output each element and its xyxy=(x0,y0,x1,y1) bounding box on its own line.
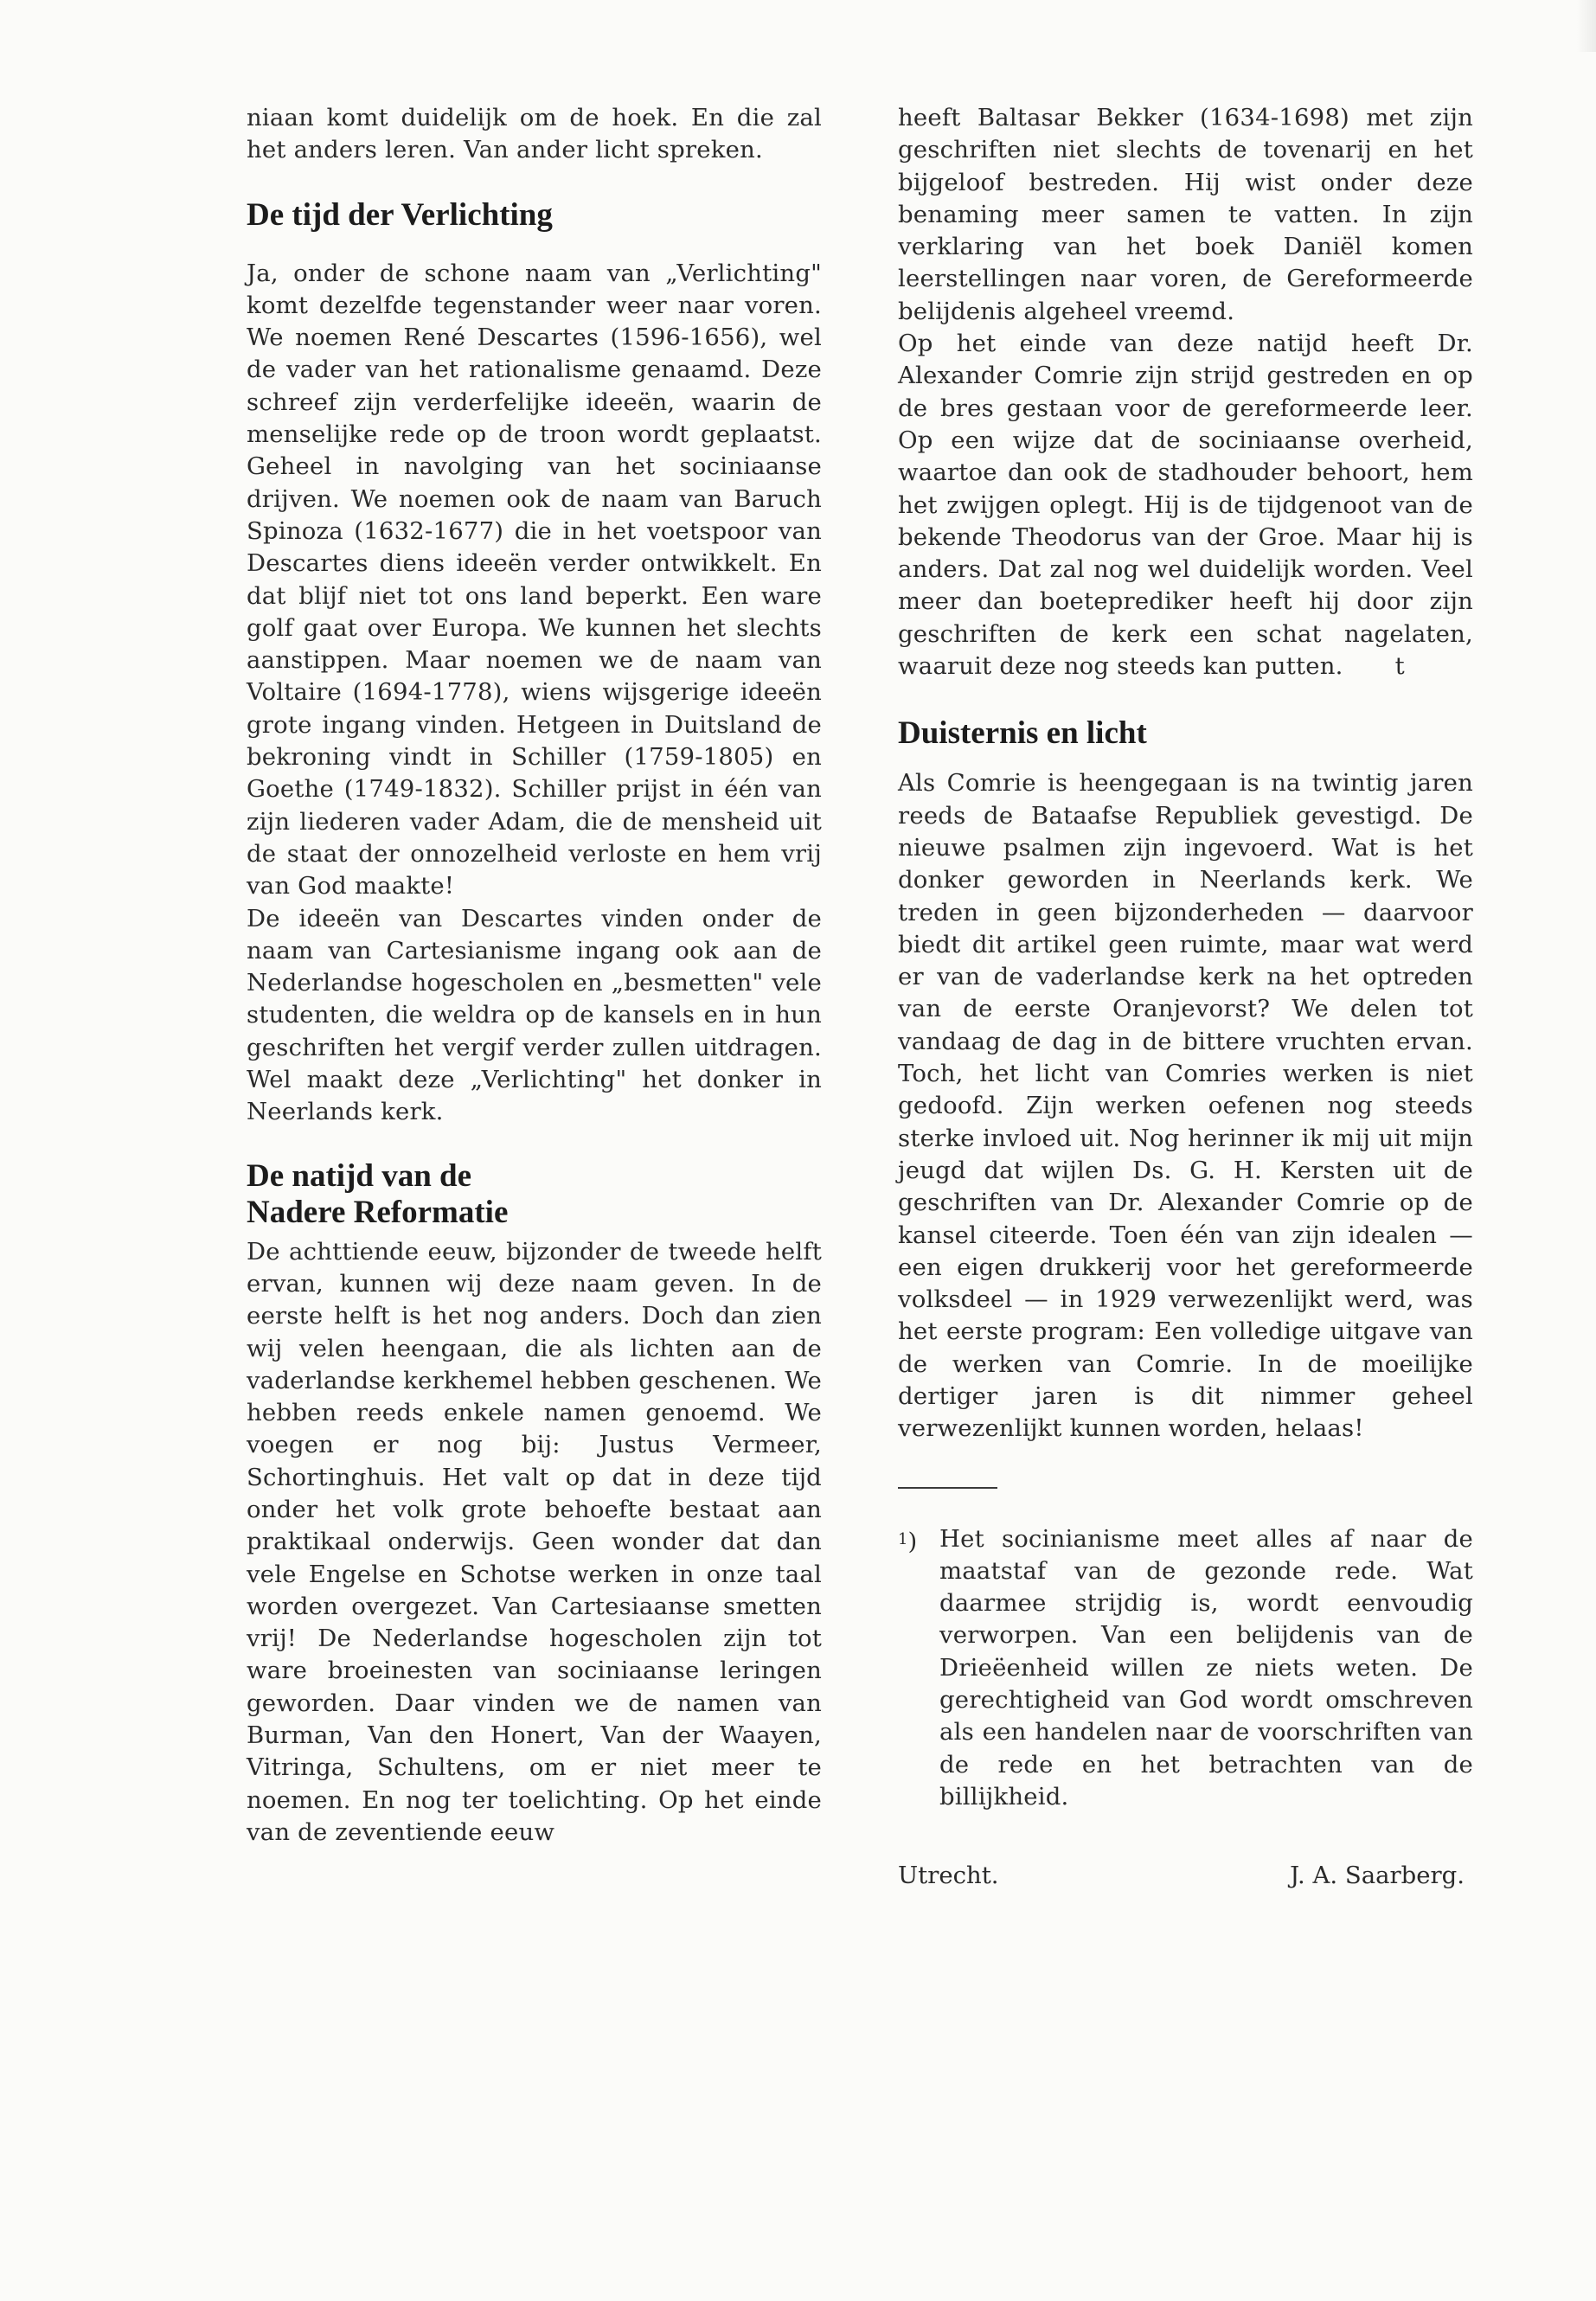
heading-natijd-line-1: De natijd van de xyxy=(247,1157,472,1194)
heading-verlichting: De tijd der Verlichting xyxy=(247,196,553,233)
continuation-paragraph-2-text: Op het einde van deze natijd heeft Dr. Alexander Comrie zijn strijd gestreden en op de bres gestaan voor de gereformeerde leer. Op een wijze dat de sociniaanse overheid, waartoe dan ook de stadhouder behoort, hem het zwijgen oplegt. Hij is de tijdgenoot van de bekende Theodorus van der Groe. Maar hij is anders. Dat zal nog wel duidelijk worden. Veel meer dan boeteprediker heeft hij door zijn geschriften de kerk een schat nagelaten, waaruit deze nog steeds kan putten. xyxy=(898,330,1473,681)
signoff-author: J. A. Saarberg. xyxy=(1290,1862,1465,1890)
footnote-text: Het socinianisme meet alles af naar de maatstaf van de gezonde rede. Wat daarmee strijdig is, wordt eenvoudig verworpen. Van een belijdenis van de Drieëenheid willen ze niets weten. De gerechtigheid van God wordt omschreven als een handelen naar de voorschriften van de rede en het betrachten van de billijkheid. xyxy=(939,1524,1473,1811)
heading-natijd xyxy=(247,1158,822,1231)
continuation-paragraph-1: heeft Baltasar Bekker (1634-1698) met zijn geschriften niet slechts de tovenarij en het bijgeloof bestreden. Hij wist onder deze benaming meer samen te vatten. In zijn verklaring van het boek Daniël komen leerstellingen naar voren, de Gereformeerde belijdenis algeheel vreemd. xyxy=(898,104,1473,325)
footnote xyxy=(898,1523,1473,1814)
verlichting-paragraph-2: De ideeën van Descartes vinden onder de naam van Cartesianisme ingang ook aan de Nederlandse hogescholen en „besmetten" vele studenten, die weldra op de kansels en in hun geschriften het vergif verder zullen uitdragen. Wel maakt deze „Verlichting" het donker in Neerlands kerk. xyxy=(247,904,822,1126)
left-column xyxy=(247,102,822,1849)
continuation-paragraph-2 xyxy=(898,328,1473,683)
signoff xyxy=(898,1860,1473,1892)
scan-edge-shadow xyxy=(1577,0,1596,52)
duisternis-paragraph: Als Comrie is heengegaan is na twintig jaren reeds de Bataafse Republiek gevestigd. De nieuwe psalmen zijn ingevoerd. Wat is het donker geworden in Neerlands kerk. We treden in geen bijzonderheden — daarvoor biedt dit artikel geen ruimte, maar wat werd er van de vaderlandse kerk na het optreden van de eerste Oranjevorst? We delen tot vandaag de dag in de bittere vruchten ervan. Toch, het licht van Comries werken is niet gedoofd. Zijn werken oefenen nog steeds sterke invloed uit. Nog herinner ik mij uit mijn jeugd dat wijlen Ds. G. H. Kersten uit de geschriften van Dr. Alexander Comrie op de kansel citeerde. Toen één van zijn idealen — een eigen drukkerij voor het gereformeerde volksdeel — in 1929 verwezenlijkt werd, was het eerste program: Een volledige uitgave van de werken van Comrie. In de moeilijke dertiger jaren is dit nimmer geheel verwezenlijkt kunnen worden, helaas! xyxy=(898,769,1473,1443)
right-column xyxy=(898,102,1473,1893)
natijd-paragraph: De achttiende eeuw, bijzonder de tweede helft ervan, kunnen wij deze naam geven. In de eerste helft is het nog anders. Doch dan zien wij velen heengaan, die als lichten aan de vaderlandse kerkhemel hebben geschenen. We hebben reeds enkele namen genoemd. We voegen er nog bij: Justus Vermeer, Schortinghuis. Het valt op dat in deze tijd onder het volk grote behoefte bestaat aan praktikaal onderwijs. Geen wonder dat dan vele Engelse en Schotse werken in onze taal worden overgezet. Van Cartesiaanse smetten vrij! De Nederlandse hogescholen zijn tot ware broeinesten van sociniaanse leringen geworden. Daar vinden we de namen van Burman, Van den Honert, Van der Waayen, Vitringa, Schultens, om er niet meer te noemen. En nog ter toelichting. Op het einde van de zeventiende eeuw xyxy=(247,1237,822,1846)
verlichting-paragraph-1: Ja, onder de schone naam van „Verlichting" komt dezelfde tegenstander weer naar voren. We noemen René Descartes (1596-1656), wel de vader van het rationalisme genaamd. Deze schreef zijn verderfelijke ideeën, waarin de menselijke rede op de troon wordt geplaatst. Geheel in navolging van het sociniaanse drijven. We noemen ook de naam van Baruch Spinoza (1632-1677) die in het voetspoor van Descartes diens ideeën verder ontwikkelt. En dat blijf niet tot ons land beperkt. Een ware golf gaat over Europa. We kunnen het slechts aanstippen. Maar noemen we de naam van Voltaire (1694-1778), wiens wijsgerige ideeën grote ingang vinden. Hetgeen in Duitsland de bekroning vindt in Schiller (1759-1805) en Goethe (1749-1832). Schiller prijst in één van zijn liederen vader Adam, die de mensheid uit de staat der onnozelheid verloste en hem vrij van God maakte! xyxy=(247,259,822,901)
intro-paragraph: niaan komt duidelijk om de hoek. En die zal het anders leren. Van ander licht spreken. xyxy=(247,104,822,164)
signoff-place: Utrecht. xyxy=(898,1862,999,1890)
continuation-marker: t xyxy=(1394,652,1405,681)
footnote-divider xyxy=(898,1487,997,1489)
heading-duisternis: Duisternis en licht xyxy=(898,715,1147,752)
footnote-marker: $^1$) xyxy=(898,1527,918,1555)
heading-natijd-line-2: Nadere Reformatie xyxy=(247,1194,509,1230)
